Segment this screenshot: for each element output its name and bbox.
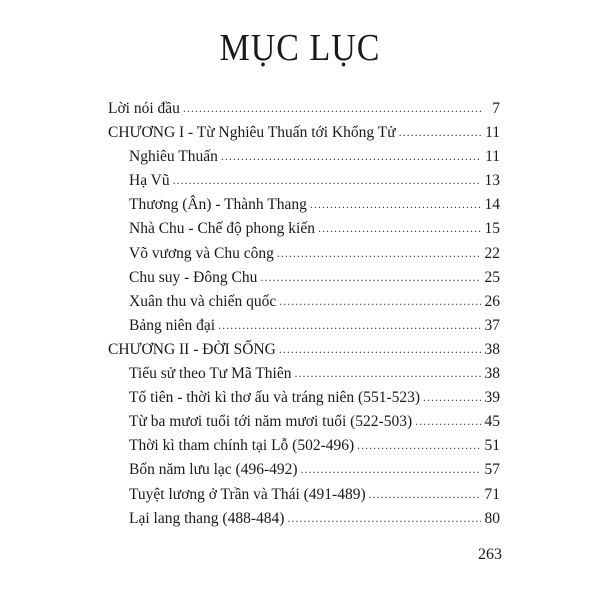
toc-entry xyxy=(108,386,500,410)
toc-entry-page: 38 xyxy=(484,365,500,383)
toc-leader-dots xyxy=(294,361,481,385)
toc-leader-dots xyxy=(357,433,481,457)
toc-entry xyxy=(108,483,500,507)
toc-entry-label: Bốn năm lưu lạc (496-492) xyxy=(129,461,298,479)
toc-entry-page: 11 xyxy=(485,124,500,142)
toc-entry-label: Tổ tiên - thời kì thơ ấu và tráng niên (551-523) xyxy=(129,389,421,407)
toc-leader-dots xyxy=(287,506,481,530)
toc-entry xyxy=(108,507,500,531)
toc-entry-page: 39 xyxy=(484,389,500,407)
toc-entry xyxy=(108,97,500,121)
toc-entry xyxy=(108,410,500,434)
toc-entry-page: 80 xyxy=(484,509,500,527)
toc-leader-dots xyxy=(277,241,481,265)
toc-entry-label: Từ ba mươi tuổi tới năm mươi tuổi (522-503) xyxy=(129,413,413,431)
toc-entry xyxy=(108,458,500,482)
toc-entry-page: 22 xyxy=(484,244,500,262)
toc-leader-dots xyxy=(173,168,481,192)
toc-leader-dots xyxy=(301,457,481,481)
toc-entry xyxy=(108,242,500,266)
toc-entry xyxy=(108,217,500,241)
toc-entry-page: 71 xyxy=(484,485,500,503)
toc-leader-dots xyxy=(279,289,481,313)
toc-entry-label: Chu suy - Đông Chu xyxy=(129,268,258,286)
toc-entry xyxy=(108,362,500,386)
toc-leader-dots xyxy=(415,409,481,433)
toc-entry-page: 7 xyxy=(492,100,500,117)
toc-leader-dots xyxy=(183,96,481,120)
toc-entry xyxy=(108,338,500,362)
page-title: MỤC LỤC xyxy=(219,27,381,70)
toc-entry-page: 26 xyxy=(484,292,500,310)
toc-entry-label: Nhà Chu - Chế độ phong kiến xyxy=(129,220,315,238)
toc-entry-label: Lại lang thang (488-484) xyxy=(129,509,285,527)
toc-leader-dots xyxy=(218,313,481,337)
toc-entry-label: Thương (Ân) - Thành Thang xyxy=(129,196,307,214)
toc-entry xyxy=(108,266,500,290)
toc-entry-label: Võ vương và Chu công xyxy=(129,244,274,262)
toc-entry-label: Xuân thu và chiến quốc xyxy=(129,292,277,310)
toc-leader-dots xyxy=(221,144,481,168)
toc-entry-label: Tuyệt lương ở Trần và Thái (491-489) xyxy=(129,485,366,503)
toc-entry xyxy=(108,314,500,338)
toc-leader-dots xyxy=(369,482,481,506)
toc-entry-page: 14 xyxy=(484,196,500,214)
toc-entry-label: Hạ Vũ xyxy=(129,172,170,190)
toc-entry xyxy=(108,169,500,193)
toc-entry-page: 11 xyxy=(485,148,500,166)
toc-entry-page: 51 xyxy=(484,437,500,455)
toc-entry xyxy=(108,193,500,217)
toc-entry-label: Lời nói đầu xyxy=(108,100,180,117)
toc-entry-label: CHƯƠNG II - ĐỜI SỐNG xyxy=(108,340,276,358)
toc-entry-page: 45 xyxy=(484,413,500,431)
page-number: 263 xyxy=(478,546,502,563)
toc-entry-page: 38 xyxy=(484,340,500,358)
toc-entry-label: Nghiêu Thuấn xyxy=(129,148,218,166)
toc-entry-page: 25 xyxy=(484,268,500,286)
toc-leader-dots xyxy=(310,192,481,216)
toc-entry-label: CHƯƠNG I - Từ Nghiêu Thuấn tới Khổng Tử xyxy=(108,124,396,142)
toc-leader-dots xyxy=(260,265,481,289)
toc-entry-page: 37 xyxy=(484,316,500,334)
toc-entry xyxy=(108,290,500,314)
toc-entry xyxy=(108,121,500,145)
toc-entry-page: 13 xyxy=(484,172,500,190)
toc-entry-page: 57 xyxy=(484,461,500,479)
toc-leader-dots xyxy=(423,385,481,409)
toc-leader-dots xyxy=(279,337,481,361)
toc-entry-page: 15 xyxy=(484,220,500,238)
toc-entry-label: Bảng niên đại xyxy=(129,316,216,334)
toc-entry xyxy=(108,434,500,458)
toc-entry-label: Thời kì tham chính tại Lỗ (502-496) xyxy=(129,437,355,455)
toc-leader-dots xyxy=(318,216,481,240)
table-of-contents xyxy=(108,97,500,531)
toc-entry-label: Tiểu sử theo Tư Mã Thiên xyxy=(129,365,292,383)
toc-entry xyxy=(108,145,500,169)
toc-leader-dots xyxy=(399,120,481,144)
